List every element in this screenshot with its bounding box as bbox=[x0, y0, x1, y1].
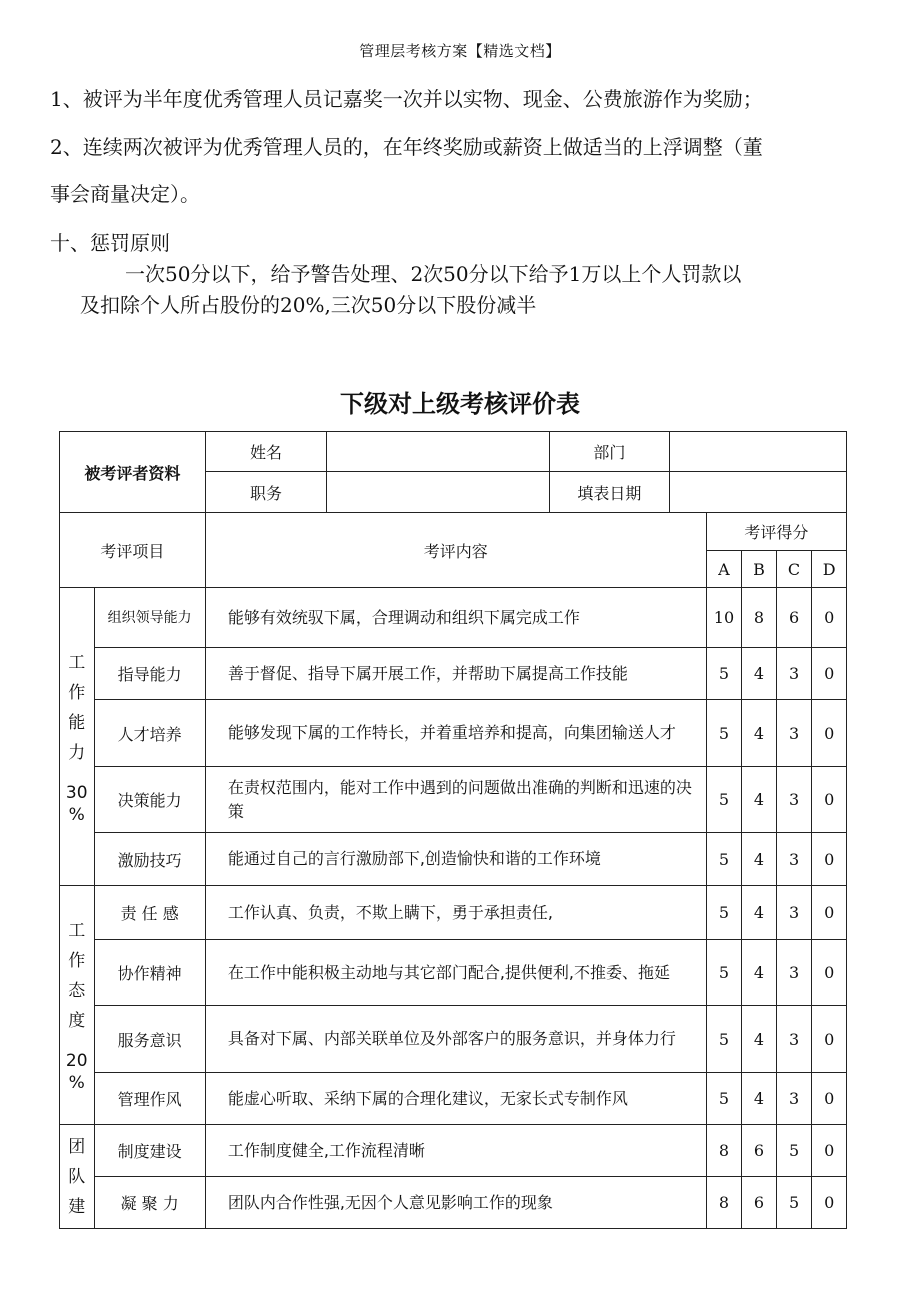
row-item: 协作精神 bbox=[94, 940, 205, 1006]
name-value-cell[interactable] bbox=[327, 432, 550, 472]
score-d[interactable]: 0 bbox=[812, 1177, 847, 1229]
group-team-label: 团 队 建 bbox=[60, 1125, 95, 1229]
row-content: 工作认真、负责，不欺上瞒下，勇于承担责任, bbox=[205, 886, 706, 940]
table-title: 下级对上级考核评价表 bbox=[340, 390, 580, 418]
date-value-cell[interactable] bbox=[669, 472, 846, 513]
score-c[interactable]: 3 bbox=[776, 940, 812, 1006]
date-label: 填表日期 bbox=[549, 472, 669, 513]
row-content: 在工作中能积极主动地与其它部门配合,提供便利,不推委、拖延 bbox=[205, 940, 706, 1006]
row-content: 能通过自己的言行激励部下,创造愉快和谐的工作环境 bbox=[205, 833, 706, 886]
grade-d-header: D bbox=[812, 551, 847, 588]
score-d[interactable]: 0 bbox=[812, 1125, 847, 1177]
page-header: 管理层考核方案【精选文档】 bbox=[359, 42, 561, 60]
evaluation-table bbox=[59, 431, 847, 1229]
table-row bbox=[60, 588, 847, 648]
score-a[interactable]: 8 bbox=[706, 1177, 742, 1229]
score-b[interactable]: 8 bbox=[742, 588, 777, 648]
penalty-text-line2: 及扣除个人所占股份的20%,三次50分以下股份减半 bbox=[80, 293, 537, 317]
section-title-penalty: 十、惩罚原则 bbox=[50, 231, 170, 255]
score-c[interactable]: 3 bbox=[776, 700, 812, 767]
table-row bbox=[60, 940, 847, 1006]
table-row bbox=[60, 767, 847, 833]
score-b[interactable]: 6 bbox=[742, 1125, 777, 1177]
score-d[interactable]: 0 bbox=[812, 886, 847, 940]
score-d[interactable]: 0 bbox=[812, 767, 847, 833]
reward-item-1: 1、被评为半年度优秀管理人员记嘉奖一次并以实物、现金、公费旅游作为奖励； bbox=[50, 87, 763, 111]
score-b[interactable]: 4 bbox=[742, 700, 777, 767]
score-d[interactable]: 0 bbox=[812, 833, 847, 886]
score-d[interactable]: 0 bbox=[812, 1073, 847, 1125]
score-b[interactable]: 4 bbox=[742, 767, 777, 833]
position-label: 职务 bbox=[205, 472, 326, 513]
group-attitude-label: 工 作 态 度 20 % bbox=[60, 886, 95, 1125]
info-row-1 bbox=[60, 432, 847, 472]
row-content: 能虚心听取、采纳下属的合理化建议，无家长式专制作风 bbox=[205, 1073, 706, 1125]
score-d[interactable]: 0 bbox=[812, 700, 847, 767]
table-row bbox=[60, 1006, 847, 1073]
row-content: 能够有效统驭下属，合理调动和组织下属完成工作 bbox=[205, 588, 706, 648]
grade-a-header: A bbox=[706, 551, 742, 588]
row-item: 组织领导能力 bbox=[94, 588, 205, 648]
name-label: 姓名 bbox=[205, 432, 326, 472]
group-ability-label: 工 作 能 力 30 % bbox=[60, 588, 95, 886]
table-row bbox=[60, 1073, 847, 1125]
score-c[interactable]: 3 bbox=[776, 1006, 812, 1073]
table-row bbox=[60, 648, 847, 700]
row-content: 工作制度健全,工作流程清晰 bbox=[205, 1125, 706, 1177]
score-d[interactable]: 0 bbox=[812, 940, 847, 1006]
row-item: 制度建设 bbox=[94, 1125, 205, 1177]
penalty-text-line1: 一次50分以下，给予警告处理、2次50分以下给予1万以上个人罚款以 bbox=[125, 262, 742, 286]
table-row bbox=[60, 1125, 847, 1177]
score-b[interactable]: 6 bbox=[742, 1177, 777, 1229]
score-b[interactable]: 4 bbox=[742, 940, 777, 1006]
row-item: 服务意识 bbox=[94, 1006, 205, 1073]
score-b[interactable]: 4 bbox=[742, 1073, 777, 1125]
content-header: 考评内容 bbox=[205, 513, 706, 588]
score-a[interactable]: 5 bbox=[706, 833, 742, 886]
score-a[interactable]: 5 bbox=[706, 940, 742, 1006]
score-c[interactable]: 5 bbox=[776, 1177, 812, 1229]
row-item: 激励技巧 bbox=[94, 833, 205, 886]
score-b[interactable]: 4 bbox=[742, 833, 777, 886]
score-a[interactable]: 5 bbox=[706, 1006, 742, 1073]
score-c[interactable]: 3 bbox=[776, 886, 812, 940]
info-section-label: 被考评者资料 bbox=[60, 432, 206, 513]
score-a[interactable]: 10 bbox=[706, 588, 742, 648]
table-row bbox=[60, 1177, 847, 1229]
score-c[interactable]: 5 bbox=[776, 1125, 812, 1177]
score-a[interactable]: 5 bbox=[706, 886, 742, 940]
score-b[interactable]: 4 bbox=[742, 648, 777, 700]
score-c[interactable]: 3 bbox=[776, 767, 812, 833]
row-item: 人才培养 bbox=[94, 700, 205, 767]
row-content: 能够发现下属的工作特长，并着重培养和提高，向集团输送人才 bbox=[205, 700, 706, 767]
row-content: 在责权范围内，能对工作中遇到的问题做出准确的判断和迅速的决策 bbox=[205, 767, 706, 833]
score-b[interactable]: 4 bbox=[742, 1006, 777, 1073]
table-row bbox=[60, 700, 847, 767]
row-content: 具备对下属、内部关联单位及外部客户的服务意识，并身体力行 bbox=[205, 1006, 706, 1073]
score-c[interactable]: 3 bbox=[776, 648, 812, 700]
table-row bbox=[60, 833, 847, 886]
row-item: 凝 聚 力 bbox=[94, 1177, 205, 1229]
score-a[interactable]: 5 bbox=[706, 767, 742, 833]
score-a[interactable]: 5 bbox=[706, 648, 742, 700]
score-b[interactable]: 4 bbox=[742, 886, 777, 940]
dept-value-cell[interactable] bbox=[669, 432, 846, 472]
header-row-1 bbox=[60, 513, 847, 551]
score-a[interactable]: 8 bbox=[706, 1125, 742, 1177]
position-value-cell[interactable] bbox=[327, 472, 550, 513]
row-content: 善于督促、指导下属开展工作，并帮助下属提高工作技能 bbox=[205, 648, 706, 700]
row-item: 指导能力 bbox=[94, 648, 205, 700]
item-header: 考评项目 bbox=[60, 513, 206, 588]
score-a[interactable]: 5 bbox=[706, 700, 742, 767]
score-d[interactable]: 0 bbox=[812, 648, 847, 700]
score-c[interactable]: 6 bbox=[776, 588, 812, 648]
grade-c-header: C bbox=[776, 551, 812, 588]
row-item: 责 任 感 bbox=[94, 886, 205, 940]
score-d[interactable]: 0 bbox=[812, 1006, 847, 1073]
score-a[interactable]: 5 bbox=[706, 1073, 742, 1125]
row-item: 决策能力 bbox=[94, 767, 205, 833]
reward-item-2-line2: 事会商量决定）。 bbox=[50, 182, 200, 206]
dept-label: 部门 bbox=[549, 432, 669, 472]
row-item: 管理作风 bbox=[94, 1073, 205, 1125]
score-header: 考评得分 bbox=[706, 513, 846, 551]
score-d[interactable]: 0 bbox=[812, 588, 847, 648]
table-row bbox=[60, 886, 847, 940]
grade-b-header: B bbox=[742, 551, 777, 588]
score-c[interactable]: 3 bbox=[776, 1073, 812, 1125]
reward-item-2-line1: 2、连续两次被评为优秀管理人员的，在年终奖励或薪资上做适当的上浮调整（董 bbox=[50, 135, 763, 159]
row-content: 团队内合作性强,无因个人意见影响工作的现象 bbox=[205, 1177, 706, 1229]
score-c[interactable]: 3 bbox=[776, 833, 812, 886]
